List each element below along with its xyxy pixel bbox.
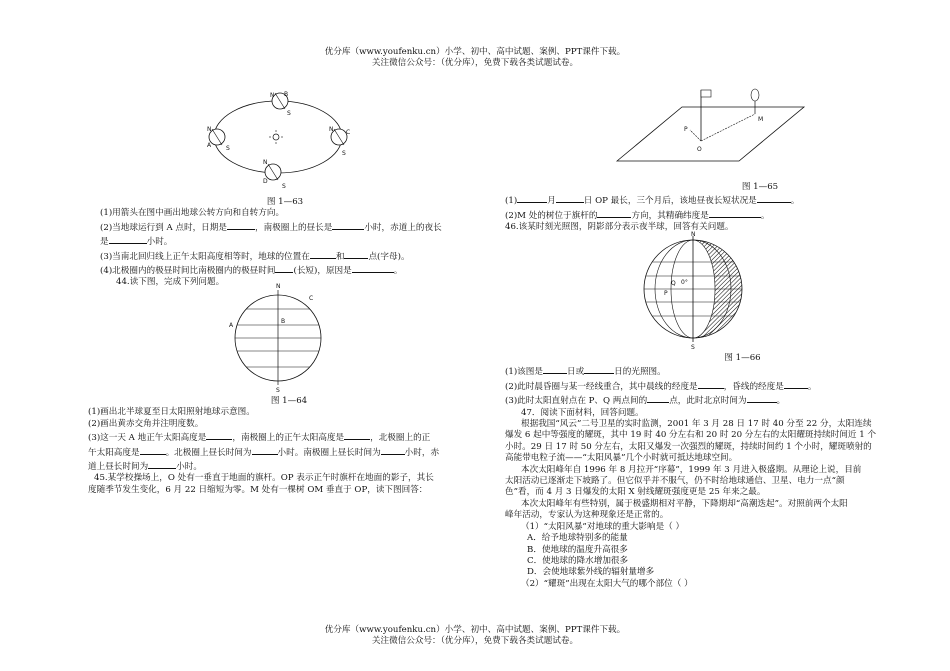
q44-part3: (3)这一天 A 地正午太阳高度是 ，南极圈上的正午太阳高度是 ，北极圈上的正 — [74, 430, 484, 444]
q43-part2: (2)当地球运行到 A 点时，日期是 ，南极圈上的昼长是 小时，赤道上的夜长 — [100, 220, 470, 234]
svg-text:N: N — [329, 126, 334, 133]
footer-line-1: 优分库（www.youfenku.cn）小学、初中、高中试题、案例、PPT课件下载。 — [324, 625, 626, 635]
material-p1-l2: 爆发 6 起中等强度的耀斑，其中 19 时 40 分左右和 20 时 20 分左右的太阳耀斑持续时间近 1 个 — [505, 430, 877, 441]
sub-question-2: （2）“耀斑”出现在太阳大气的哪个部位（ ） — [521, 578, 693, 589]
svg-text:S: S — [226, 145, 230, 152]
q47-title: 47．阅读下面材料，回答问题。 — [521, 407, 644, 418]
material-p1-l3: 小时。29 日 17 时 50 分左右，太阳又爆发一次强烈的耀斑，持续时间约 1 个小时，耀斑喷射的 — [505, 441, 872, 452]
sub-question-1: （1）“太阳风暴”对地球的重大影响是（ ） — [521, 521, 685, 532]
svg-text:0°: 0° — [681, 279, 688, 286]
q45-part1: (1) 月 日 OP 最长，三个月后，该地昼夜长短状况是 。 — [505, 193, 925, 207]
svg-text:P: P — [684, 126, 688, 133]
q45-part2: (2)M 处的树位于旗杆的 方向，其精确纬度是 。 — [505, 208, 925, 222]
svg-text:N: N — [263, 159, 268, 166]
material-p2-l2: 太阳活动已逐渐走下坡路了。但它似乎并不服气，仍不时给地球通信、卫星、电力一点“颜 — [505, 476, 845, 487]
svg-text:C: C — [346, 129, 351, 136]
q45-text-2: 度随季节发生变化，6 月 22 日缩短为零。M 处有一棵树 OM 垂直于 OP，读下图回答： — [88, 484, 428, 495]
figure-1-66-caption: 图 1—66 — [724, 353, 761, 363]
svg-text:N: N — [276, 283, 281, 290]
q45-text-1: 45.某学校操场上，O 处有一垂直于地面的旗杆。OP 表示正午时旗杆在地面的影子，其长 — [94, 473, 434, 484]
svg-text:N: N — [207, 126, 212, 133]
q46-part2: (2)此时晨昏圈与某一经线重合，其中晨线的经度是 ，昏线的经度是 。 — [505, 379, 930, 393]
option-a: A．给予地球特别多的能量 — [527, 533, 628, 544]
svg-text:S: S — [342, 150, 346, 157]
svg-text:O: O — [697, 146, 702, 153]
material-p2-l3: 色”看，而 4 月 3 日爆发的太阳 X 射线耀斑强度更是 25 年来之最。 — [505, 487, 766, 498]
option-d: D．会使地球紫外线的辐射量增多 — [527, 567, 655, 578]
svg-text:P: P — [664, 290, 668, 297]
svg-text:B: B — [284, 91, 289, 98]
figure-1-63-caption: 图 1—63 — [266, 197, 304, 207]
q43-part4: (4)北极圈内的极昼时间比南极圈内的极昼时间 (长短)，原因是 。 — [100, 263, 470, 277]
svg-text:D: D — [263, 178, 268, 185]
svg-text:B: B — [281, 318, 286, 325]
figure-1-64-caption: 图 1—64 — [270, 396, 308, 406]
svg-text:S: S — [287, 110, 291, 117]
q43-part1: (1)用箭头在图中画出地球公转方向和自转方向。 — [100, 208, 285, 219]
svg-text:C: C — [309, 295, 314, 302]
q46-part3: (3)此时太阳直射点在 P、Q 两点间的 点，此时北京时间为 。 — [505, 393, 930, 407]
svg-text:S: S — [691, 344, 695, 351]
q44-title: 44.读下图，完成下列问题。 — [116, 277, 225, 288]
material-p2-l1: 本次太阳峰年自 1996 年 8 月拉开“序幕”，1999 年 3 月进入极盛期。从理论上说，目前 — [521, 464, 862, 475]
page-footer — [0, 625, 950, 647]
option-b: B．使地球的温度升高很多 — [527, 544, 628, 555]
svg-text:S: S — [276, 387, 280, 394]
q43-part3: (3)当南北回归线上正午太阳高度相等时，地球的位置在 和 点(字母)。 — [100, 249, 470, 263]
figure-1-65-caption: 图 1—65 — [741, 182, 779, 192]
q46-part1: (1)该图是 日或 日的光照图。 — [505, 364, 930, 378]
svg-text:N: N — [691, 231, 696, 238]
q44-part2: (2)画出黄赤交角并注明度数。 — [88, 418, 204, 429]
material-p3-l2: 峰年活动，专家认为这种现象还是正常的。 — [505, 510, 669, 521]
svg-text:N: N — [270, 92, 275, 99]
material-p1-l4: 高能带电粒子流——“太阳风暴”几个小时就可抵达地球空间。 — [505, 453, 738, 464]
header-line-2: 关注微信公众号：（优分库），免费下载各类试题试卷。 — [371, 58, 579, 68]
svg-text:A: A — [229, 322, 234, 329]
footer-line-2: 关注微信公众号：（优分库），免费下载各类试题试卷。 — [371, 636, 579, 646]
material-p1-l1: 根据我国“风云”二号卫星的实时监测，2001 年 3 月 28 日 17 时 40 分至 22 分，太阳连续 — [521, 419, 872, 430]
material-p3-l1: 本次太阳峰年有些特别，属于极盛期相对平静，下降期却“高潮迭起”。对照前两个太阳 — [521, 498, 848, 509]
svg-text:A: A — [207, 142, 212, 149]
option-c: C．使地球的降水增加很多 — [527, 555, 629, 566]
svg-text:S: S — [282, 183, 286, 190]
svg-text:Q: Q — [671, 280, 676, 287]
q44-part1: (1)画出北半球夏至日太阳照射地球示意图。 — [88, 407, 255, 418]
q46-title: 46.该某时刻光照图，阴影部分表示夜半球，回答有关问题。 — [505, 222, 734, 233]
header-line-1: 优分库（www.youfenku.cn）小学、初中、高中试题、案例、PPT课件下载。 — [324, 47, 626, 57]
svg-text:M: M — [758, 116, 764, 123]
